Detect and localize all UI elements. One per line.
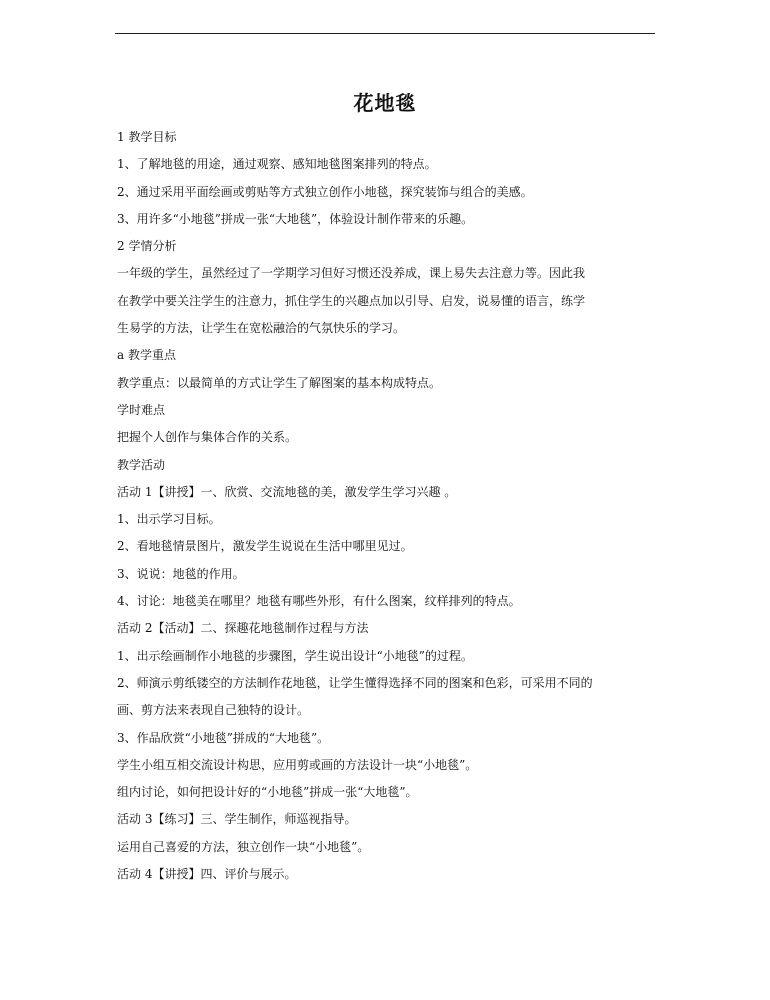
paragraph-line: 教学重点：以最简单的方式让学生了解图案的基本构成特点。 bbox=[117, 375, 442, 390]
activity-heading: 活动 2【活动】二、探趣花地毯制作过程与方法 bbox=[117, 621, 369, 636]
activity-heading: 活动 1【讲授】一、欣赏、交流地毯的美，激发学生学习兴趣 。 bbox=[117, 484, 457, 499]
paragraph-line: 画、剪方法来表现自己独特的设计。 bbox=[117, 703, 310, 718]
paragraph-line: 3、作品欣赏“小地毯”拼成的“大地毯”。 bbox=[117, 730, 330, 745]
section-heading-activities: 教学活动 bbox=[117, 457, 166, 472]
section-heading-difficulties: 学时难点 bbox=[117, 402, 166, 417]
paragraph-line: 1、出示绘画制作小地毯的步骤图，学生说出设计“小地毯”的过程。 bbox=[117, 648, 473, 663]
paragraph-line: 1、了解地毯的用途，通过观察、感知地毯图案排列的特点。 bbox=[117, 157, 437, 172]
paragraph-line: 2、看地毯情景图片，激发学生说说在生活中哪里见过。 bbox=[117, 539, 413, 554]
paragraph-line: 把握个人创作与集体合作的关系。 bbox=[117, 430, 298, 445]
paragraph-line: 一年级的学生，虽然经过了一学期学习但好习惯还没养成，课上易失去注意力等。因此我 bbox=[117, 266, 586, 281]
paragraph-line: 4、讨论：地毯美在哪里？地毯有哪些外形，有什么图案，纹样排列的特点。 bbox=[117, 594, 521, 609]
paragraph-line: 2、师演示剪纸镂空的方法制作花地毯，让学生懂得选择不同的图案和色彩，可采用不同的 bbox=[117, 675, 593, 690]
paragraph-line: 3、用许多“小地毯”拼成一张“大地毯”，体验设计制作带来的乐趣。 bbox=[117, 211, 474, 226]
paragraph-line: 组内讨论，如何把设计好的“小地毯”拼成一张“大地毯”。 bbox=[117, 785, 418, 800]
paragraph-line: 运用自己喜爱的方法，独立创作一块“小地毯”。 bbox=[117, 839, 370, 854]
paragraph-line: 2、通过采用平面绘画或剪贴等方式独立创作小地毯，探究装饰与组合的美感。 bbox=[117, 184, 533, 199]
paragraph-line: 3、说说：地毯的作用。 bbox=[117, 566, 245, 581]
section-heading-analysis: 2 学情分析 bbox=[117, 239, 177, 254]
header-rule bbox=[115, 33, 655, 34]
document-body bbox=[117, 124, 659, 888]
paragraph-line: 生易学的方法，让学生在宽松融洽的气氛快乐的学习。 bbox=[117, 321, 406, 336]
paragraph-line: 在教学中要关注学生的注意力，抓住学生的兴趣点加以引导、启发，说易懂的语言，练学 bbox=[117, 293, 586, 308]
paragraph-line: 1、出示学习目标。 bbox=[117, 512, 221, 527]
section-heading-key-points: a 教学重点 bbox=[117, 348, 176, 363]
activity-heading: 活动 4【讲授】四、评价与展示。 bbox=[117, 867, 297, 882]
activity-heading: 活动 3【练习】三、学生制作，师巡视指导。 bbox=[117, 812, 357, 827]
paragraph-line: 学生小组互相交流设计构思，应用剪或画的方法设计一块“小地毯”。 bbox=[117, 757, 478, 772]
document-title: 花地毯 bbox=[353, 91, 417, 115]
section-heading-objectives: 1 教学目标 bbox=[117, 130, 177, 144]
